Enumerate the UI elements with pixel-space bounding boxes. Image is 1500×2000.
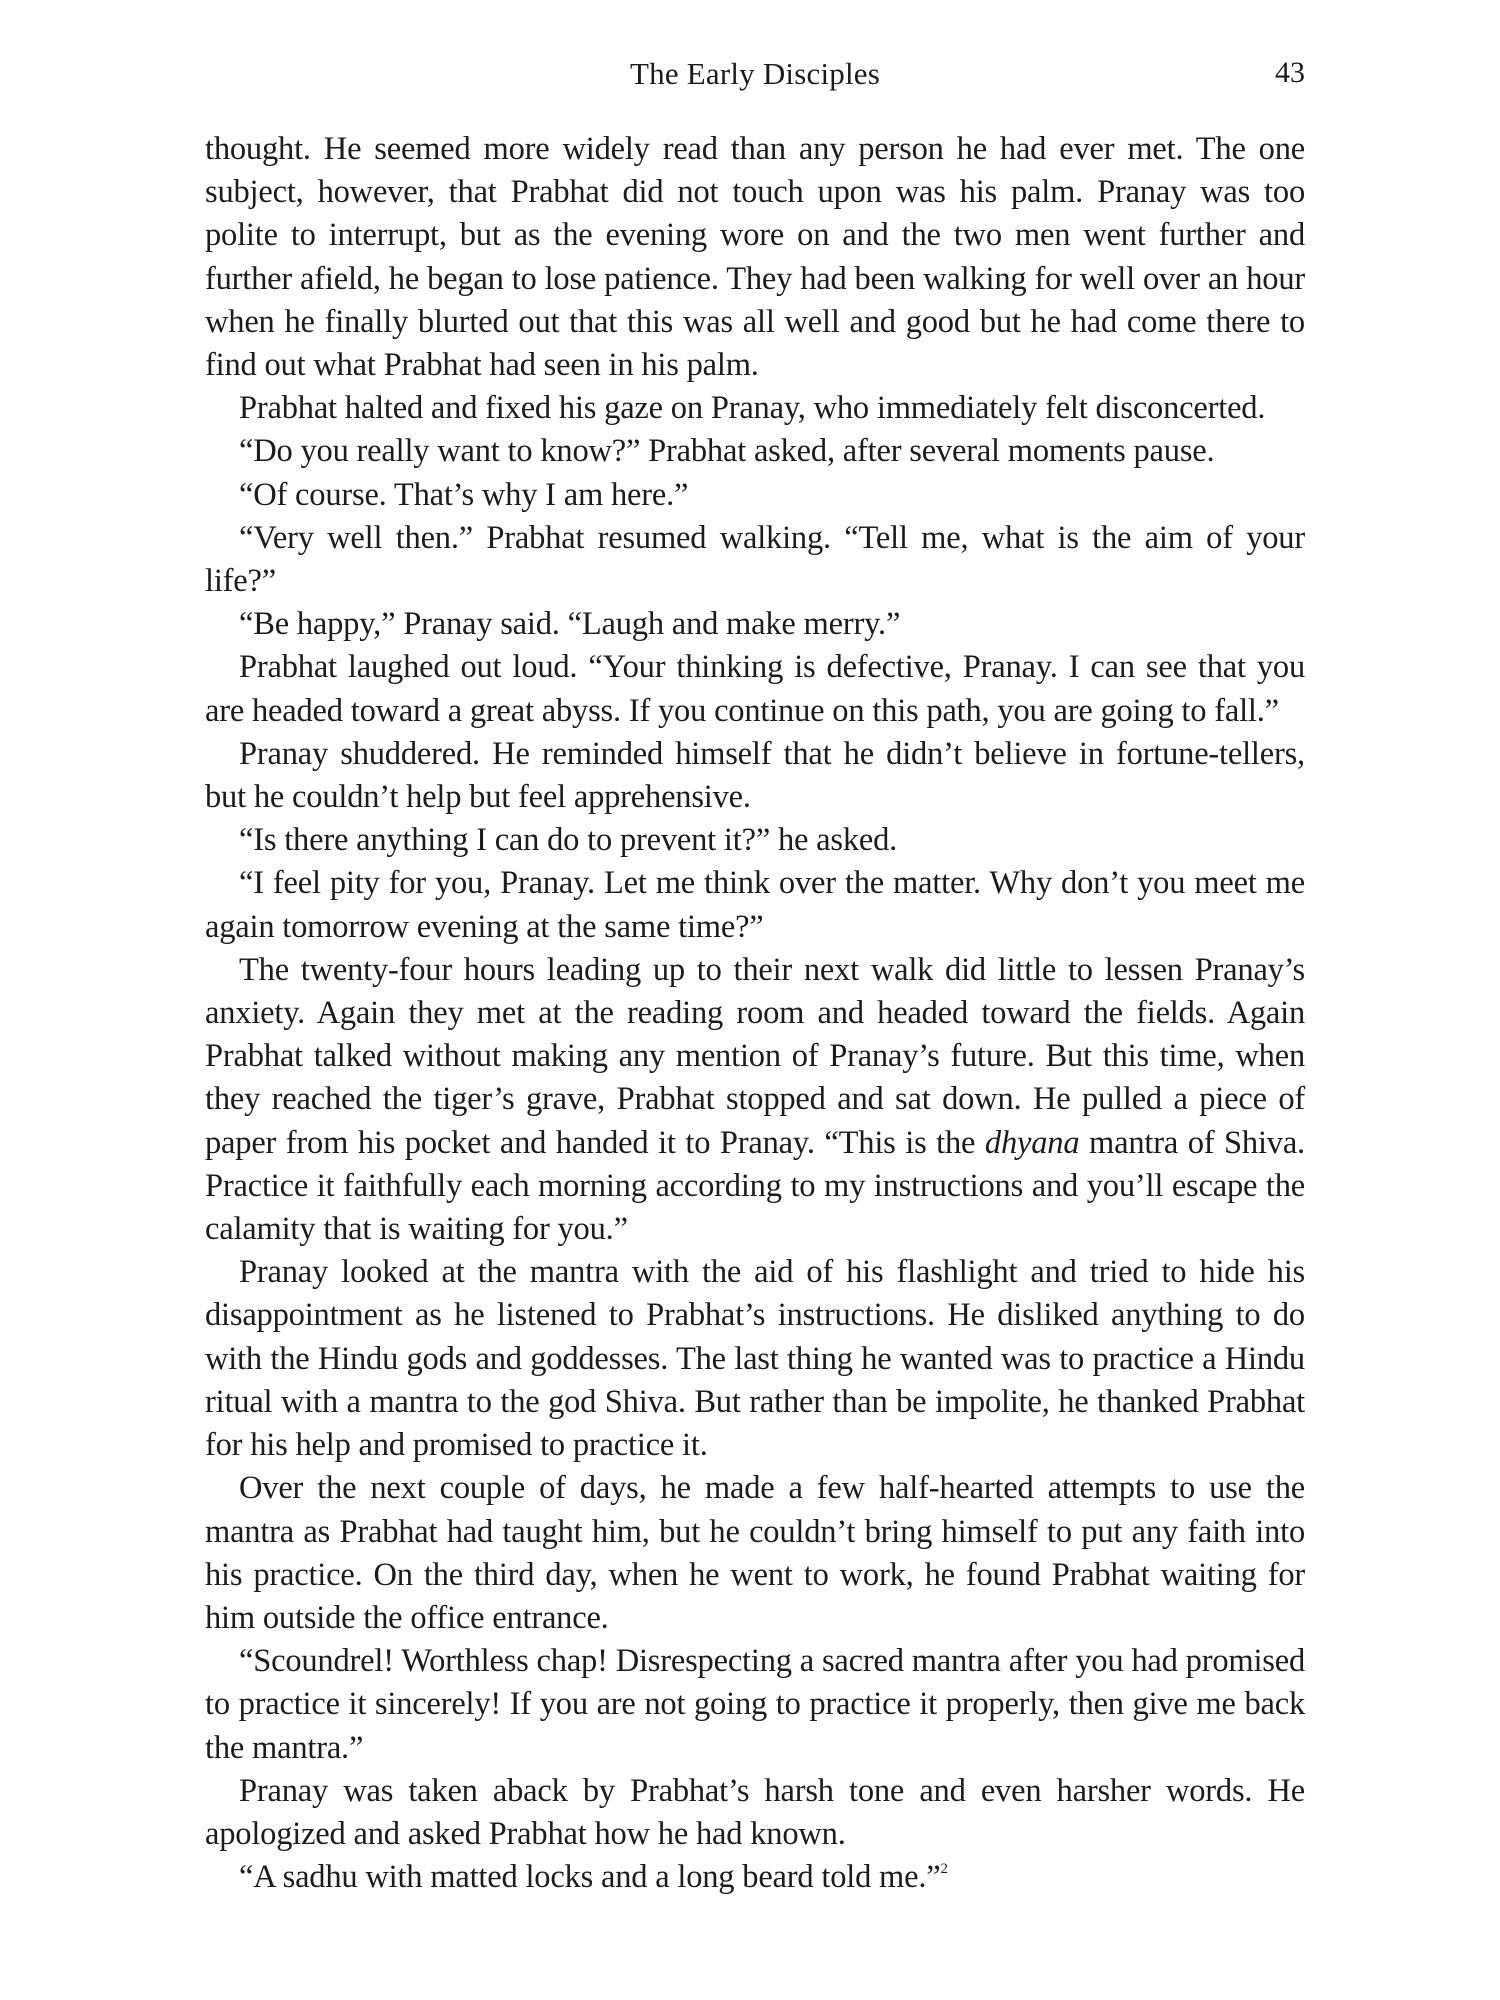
paragraph: thought. He seemed more widely read than any person he had ever met. The one subject, however, that Prabhat did not touch upon was his palm. Pranay was too polite to interrupt, but as the evening wore on and the two men went further and further afield, he began to lose patience. They had been walking for well over an hour when he finally blurted out that this was all well and good but he had come there to find out what Prabhat had seen in his palm. (205, 131, 1305, 384)
page-number: 43 (1275, 56, 1305, 89)
paragraph: “Is there anything I can do to prevent it?” he asked. (239, 822, 898, 859)
paragraph (205, 1856, 1305, 1899)
paragraph: “Be happy,” Pranay said. “Laugh and make merry.” (239, 606, 901, 643)
paragraph: Prabhat laughed out loud. “Your thinking is defective, Pranay. I can see that you are headed toward a great abyss. If you continue on this path, you are going to fall.” (205, 649, 1305, 729)
running-header (205, 56, 1305, 106)
paragraph: “Do you really want to know?” Prabhat asked, after several moments pause. (239, 433, 1215, 470)
paragraph-text: “A sadhu with matted locks and a long beard told me.” (239, 1859, 941, 1896)
paragraph: Pranay looked at the mantra with the aid of his flashlight and tried to hide his disappointment as he listened to Prabhat’s instructions. He disliked anything to do with the Hindu gods and goddesses. The last thing he wanted was to practice a Hindu ritual with a mantra to the god Shiva. But rather than be impolite, he thanked Prabhat for his help and promised to practice it. (205, 1254, 1305, 1464)
paragraph: Pranay was taken aback by Prabhat’s harsh tone and even harsher words. He apologized and asked Prabhat how he had known. (205, 1772, 1305, 1852)
paragraph (205, 949, 1305, 1251)
italic-term: dhyana (984, 1124, 1080, 1161)
paragraph: “Scoundrel! Worthless chap! Disrespecting a sacred mantra after you had promised to practice it sincerely! If you are not going to practice it properly, then give me back the mantra.” (205, 1643, 1305, 1766)
paragraph: “Very well then.” Prabhat resumed walking. “Tell me, what is the aim of your life?” (205, 519, 1305, 600)
running-title: The Early Disciples (630, 56, 880, 91)
paragraph-text: mantra of Shiva. Practice it faithfully each morning according to my instructions and you’ll escape the calamity that is waiting for you.” (205, 1124, 1305, 1248)
paragraph: Pranay shuddered. He reminded himself that he didn’t believe in fortune-tellers, but he couldn’t help but feel apprehensive. (205, 735, 1305, 816)
paragraph-text: The twenty-four hours leading up to their next walk did little to lessen Pranay’s anxiety. Again they met at the reading room and headed toward the fields. Again Prabhat talked without making any mention of Pranay’s future. But this time, when they reached the tiger’s grave, Prabhat stopped and sat down. He pulled a piece of paper from his pocket and handed it to Pranay. “This is the (205, 951, 1305, 1161)
paragraph: “I feel pity for you, Pranay. Let me think over the matter. Why don’t you meet me again tomorrow evening at the same time?” (205, 865, 1305, 945)
body-text (205, 128, 1305, 1899)
paragraph: Prabhat halted and fixed his gaze on Pranay, who immediately felt disconcerted. (239, 390, 1266, 427)
paragraph: “Of course. That’s why I am here.” (239, 476, 689, 513)
footnote-marker: 2 (940, 1861, 948, 1878)
paragraph: Over the next couple of days, he made a few half-hearted attempts to use the mantra as Prabhat had taught him, but he couldn’t bring himself to put any faith into his practice. On the third day, when he went to work, he found Prabhat waiting for him outside the office entrance. (205, 1470, 1305, 1636)
